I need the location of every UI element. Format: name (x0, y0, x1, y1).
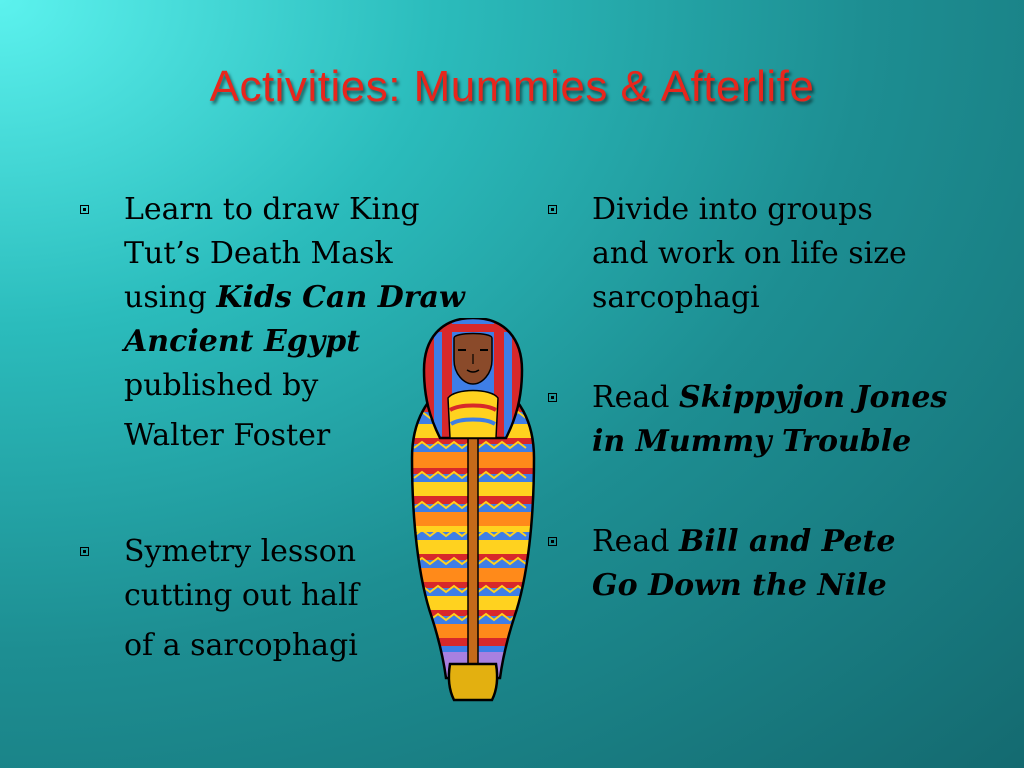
book-title-line2: in Mummy Trouble (592, 424, 912, 459)
bullet-marker-icon (548, 393, 557, 402)
bullet-text-prefix: Read (592, 524, 679, 559)
bullet-text-line: cutting out half (124, 578, 359, 613)
bullet-text-line: Tut’s Death Mask (124, 236, 393, 271)
bullet-text-line (124, 276, 500, 320)
bullet-text-line: Learn to draw King (124, 192, 420, 227)
bullet-read-bill-and-pete (548, 520, 968, 608)
bullet-text-line: of a sarcophagi (124, 628, 358, 663)
book-title-part1: Kids Can Draw (216, 280, 465, 315)
book-title-line2: Go Down the Nile (592, 568, 887, 603)
right-column (548, 188, 968, 608)
bullet-text-line (592, 520, 968, 564)
bullet-text-line: Divide into groups (592, 192, 873, 227)
bullet-text-line (592, 376, 968, 420)
bullet-text-line: published by (124, 368, 319, 403)
bullet-marker-icon (80, 547, 89, 556)
bullet-marker-icon (548, 537, 557, 546)
bullet-marker-icon (548, 205, 557, 214)
book-title-line1: Skippyjon Jones (678, 380, 948, 415)
bullet-text-prefix: Read (592, 380, 679, 415)
slide-title: Activities: Mummies & Afterlife (209, 62, 815, 111)
bullet-read-skippyjon (548, 376, 968, 464)
sarcophagus-icon (410, 318, 536, 704)
bullet-text-line: and work on life size (592, 236, 907, 271)
bullet-divide-groups (548, 188, 968, 320)
book-title-line1: Bill and Pete (678, 524, 896, 559)
bullet-marker-icon (80, 205, 89, 214)
bullet-text-prefix: using (124, 280, 217, 315)
bullet-text-line: Symetry lesson (124, 534, 357, 569)
bullet-text-line: Walter Foster (124, 418, 331, 453)
bullet-text-line: sarcophagi (592, 280, 760, 315)
book-title-part2: Ancient Egypt (124, 324, 361, 359)
